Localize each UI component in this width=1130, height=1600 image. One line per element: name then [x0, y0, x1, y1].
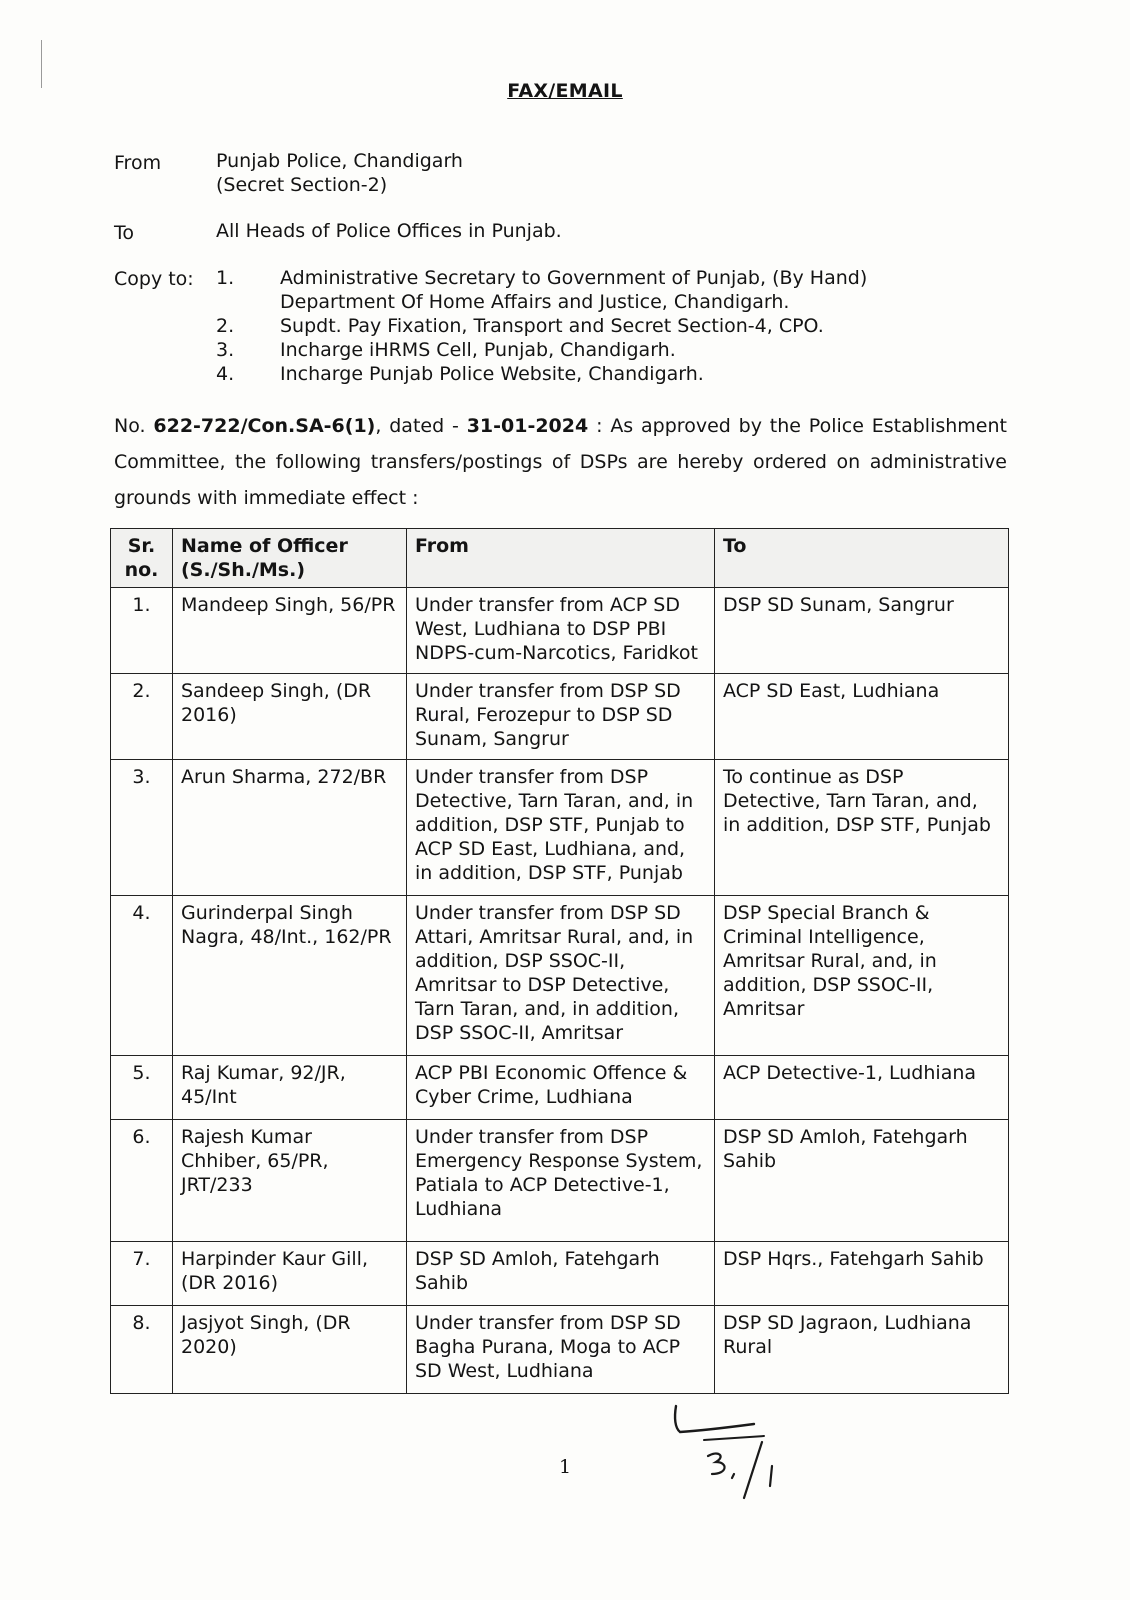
cell-sr: 8.: [111, 1306, 173, 1394]
table-row: [111, 760, 1009, 896]
cell-from: Under transfer from ACP SD West, Ludhiana to DSP PBI NDPS-cum-Narcotics, Faridkot: [407, 588, 715, 674]
cell-sr: 7.: [111, 1242, 173, 1306]
from-line-2: (Secret Section-2): [216, 174, 388, 196]
copy-to-text: Department Of Home Affairs and Justice, Chandigarh.: [280, 291, 790, 313]
order-date: 31-01-2024: [466, 415, 589, 437]
cell-name: Raj Kumar, 92/JR, 45/Int: [173, 1056, 407, 1120]
copy-to-number: 1.: [216, 267, 235, 289]
cell-to: DSP SD Jagraon, Ludhiana Rural: [715, 1306, 1009, 1394]
cell-sr: 6.: [111, 1120, 173, 1242]
order-no-prefix: No.: [114, 415, 146, 437]
cell-sr: 4.: [111, 896, 173, 1056]
cell-from: DSP SD Amloh, Fatehgarh Sahib: [407, 1242, 715, 1306]
cell-to: DSP Special Branch & Criminal Intelligence, Amritsar Rural, and, in addition, DSP SSOC-II, Amritsar: [715, 896, 1009, 1056]
cell-sr: 3.: [111, 760, 173, 896]
header-name-line: Name of Officer: [181, 535, 348, 557]
cell-from: Under transfer from DSP Detective, Tarn Taran, and, in addition, DSP STF, Punjab to ACP SD East, Ludhiana, and, in addition, DSP STF, Punjab: [407, 760, 715, 896]
copy-to-text: Administrative Secretary to Government of Punjab, (By Hand): [280, 267, 868, 289]
cell-sr: 1.: [111, 588, 173, 674]
to-value: All Heads of Police Offices in Punjab.: [216, 220, 562, 242]
cell-name: Arun Sharma, 272/BR: [173, 760, 407, 896]
header-from: From: [407, 529, 715, 588]
table-row: [111, 896, 1009, 1056]
table-row: [111, 674, 1009, 760]
cell-name: Gurinderpal Singh Nagra, 48/Int., 162/PR: [173, 896, 407, 1056]
cell-sr: 5.: [111, 1056, 173, 1120]
cell-sr: 2.: [111, 674, 173, 760]
table-row: [111, 1306, 1009, 1394]
header-sr: [111, 529, 173, 588]
cell-from: Under transfer from DSP SD Attari, Amritsar Rural, and, in addition, DSP SSOC-II, Amritsar to DSP Detective, Tarn Taran, and, in addition, DSP SSOC-II, Amritsar: [407, 896, 715, 1056]
cell-from: Under transfer from DSP SD Rural, Ferozepur to DSP SD Sunam, Sangrur: [407, 674, 715, 760]
cell-from: Under transfer from DSP Emergency Response System, Patiala to ACP Detective-1, Ludhiana: [407, 1120, 715, 1242]
cell-to: ACP Detective-1, Ludhiana: [715, 1056, 1009, 1120]
document-title: FAX/EMAIL: [507, 80, 623, 102]
header-to: To: [715, 529, 1009, 588]
order-dated-label: , dated -: [375, 415, 459, 437]
table-row: [111, 588, 1009, 674]
cell-to: To continue as DSP Detective, Tarn Taran, and, in addition, DSP STF, Punjab: [715, 760, 1009, 896]
cell-name: Harpinder Kaur Gill, (DR 2016): [173, 1242, 407, 1306]
header-sr-line: no.: [124, 559, 159, 581]
cell-name: Mandeep Singh, 56/PR: [173, 588, 407, 674]
table-header-row: [111, 529, 1009, 588]
cell-name: Jasjyot Singh, (DR 2020): [173, 1306, 407, 1394]
cell-to: DSP SD Amloh, Fatehgarh Sahib: [715, 1120, 1009, 1242]
table-row: [111, 1242, 1009, 1306]
copy-to-number: 2.: [216, 315, 235, 337]
order-paragraph: [114, 408, 1007, 516]
order-text: : As approved by the Police Establishment Committee, the following transfers/postings of DSPs are hereby ordered on administrative grounds with immediate effect :: [114, 415, 1007, 509]
from-line-1: Punjab Police, Chandigarh: [216, 150, 463, 172]
cell-from: Under transfer from DSP SD Bagha Purana, Moga to ACP SD West, Ludhiana: [407, 1306, 715, 1394]
header-name-line: (S./Sh./Ms.): [181, 559, 306, 581]
copy-to-label: Copy to:: [114, 268, 194, 290]
copy-to-text: Incharge iHRMS Cell, Punjab, Chandigarh.: [280, 339, 676, 361]
header-sr-line: Sr.: [127, 535, 156, 557]
table-row: [111, 1120, 1009, 1242]
copy-to-number: 3.: [216, 339, 235, 361]
header-name: [173, 529, 407, 588]
transfers-table: [110, 528, 1009, 1394]
page-number: 1: [558, 1456, 572, 1478]
copy-to-text: Incharge Punjab Police Website, Chandigarh.: [280, 363, 704, 385]
table-row: [111, 1056, 1009, 1120]
from-label: From: [114, 152, 162, 174]
copy-to-text: Supdt. Pay Fixation, Transport and Secret Section-4, CPO.: [280, 315, 824, 337]
cell-to: DSP Hqrs., Fatehgarh Sahib: [715, 1242, 1009, 1306]
cell-name: Sandeep Singh, (DR 2016): [173, 674, 407, 760]
copy-to-number: 4.: [216, 363, 235, 385]
to-label: To: [114, 222, 135, 244]
cell-to: DSP SD Sunam, Sangrur: [715, 588, 1009, 674]
cell-name: Rajesh Kumar Chhiber, 65/PR, JRT/233: [173, 1120, 407, 1242]
order-number: 622-722/Con.SA-6(1): [153, 415, 376, 437]
cell-from: ACP PBI Economic Offence & Cyber Crime, Ludhiana: [407, 1056, 715, 1120]
handwritten-signature: [672, 1404, 792, 1504]
cell-to: ACP SD East, Ludhiana: [715, 674, 1009, 760]
